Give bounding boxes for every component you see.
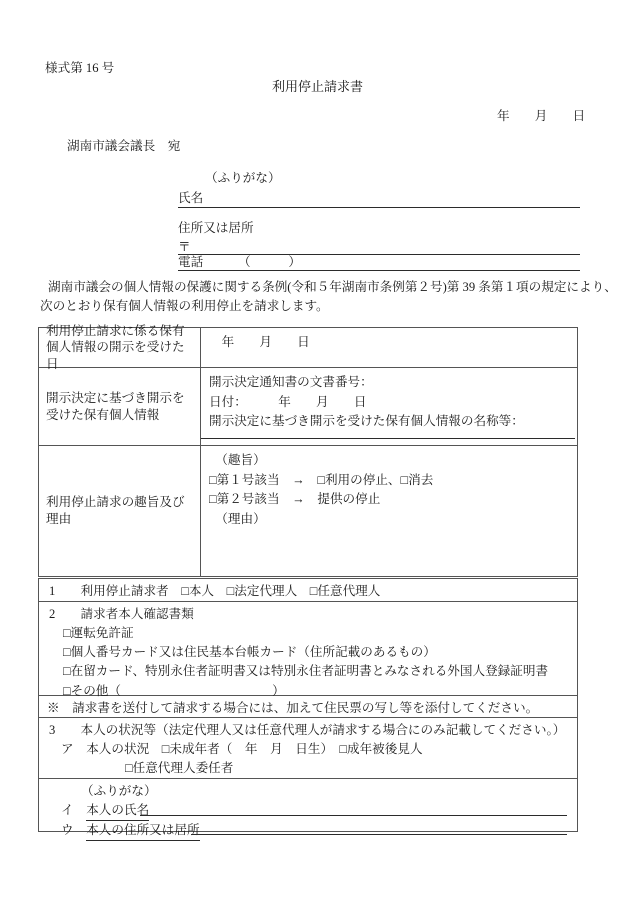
section-2-number: 2 [49,607,56,621]
row-label: 利用停止請求に係る保有個人情報の開示を受けた日 [46,323,185,371]
attachment-note-text: ※ 請求書を送付して請求する場合には、加えて住民票の写し等を添付してください。 [47,701,539,715]
checkbox-item-2[interactable]: □第２号該当 → 提供の停止 [209,492,381,507]
item-a-marker: ア [61,742,74,757]
section-2-id-documents [39,602,577,696]
preamble-line-1: 湖南市議会の個人情報の保護に関する条例(令和５年湖南市条例第２号)第 39 条第１項の規定により、 [48,280,617,294]
phone-write-line[interactable] [178,270,580,271]
value-line-doc-number: 開示決定通知書の文書番号： [209,375,373,389]
id-doc-option-mynumber-card[interactable]: □個人番号カード又は住民基本台帳カード（住所記載のあるもの） [63,645,436,660]
table-row-disclosed-info [39,368,577,446]
row-value-cell[interactable] [201,368,577,445]
furigana-label: （ふりがな） [205,171,281,185]
row-label: 利用停止請求の趣旨及び理由 [46,495,185,526]
value-line-name: 開示決定に基づき開示を受けた保有個人情報の名称等： [209,414,524,429]
principal-address-write-line[interactable] [191,834,567,835]
section-3-label: 本人の状況等（法定代理人又は任意代理人が請求する場合にのみ記載してください。） [80,723,566,737]
addressee: 湖南市議会議長 宛 [67,139,181,153]
id-doc-option-license[interactable]: □運転免許証 [63,626,134,641]
principal-name-write-line[interactable] [140,815,567,816]
section-1-line[interactable] [49,582,569,601]
reason-heading: （理由） [209,511,266,526]
section-3-number: 3 [49,723,56,737]
phone-paren: （ ） [238,255,301,269]
form-number: 様式第 16 号 [45,61,115,75]
section-3-principal-status [39,718,577,779]
purpose-heading: （趣旨） [209,453,266,467]
section-2-heading [49,605,569,624]
section-2-label: 請求者本人確認書類 [80,607,194,621]
section-3-heading [49,721,569,740]
item-a-label: 本人の状況 [86,742,150,757]
section-3-item-u [49,821,569,841]
item-a-option-voluntary-agent[interactable]: □任意代理人委任者 [125,761,234,776]
section-3-identity-block [39,779,577,838]
date-line: 年 月 日 [497,109,586,123]
row-value-cell[interactable] [201,446,577,576]
table-row-disclosure-date [39,323,577,371]
item-u-label: 本人の住所又は居所 [86,821,199,841]
section-1-label: 利用停止請求者 [80,584,169,598]
phone-label: 電話 [178,255,204,269]
row-label-cell [39,446,201,576]
row-label-cell [39,323,201,371]
section-3-item-i [49,801,569,821]
item-a-options[interactable]: □未成年者（ 年 月 日生） □成年被後見人 [161,742,423,757]
notes-table [38,578,578,838]
item-u-marker: ウ [61,823,74,838]
row-value-cell[interactable] [201,328,577,367]
row-label-cell [39,368,201,445]
item-i-marker: イ [61,803,74,818]
row-label: 開示決定に基づき開示を受けた保有個人情報 [46,390,185,422]
value-line-date: 日付： 年 月 日 [209,394,367,409]
address-label: 住所又は居所 [178,221,254,235]
name-write-line[interactable] [178,207,580,208]
attachment-note [39,696,577,718]
table-row-purpose-reason [39,446,577,576]
section-3-item-a[interactable] [49,740,569,759]
preamble-line-2: 次のとおり保有個人情報の利用停止を請求します。 [40,299,329,313]
id-doc-option-other[interactable]: □その他（ ） [63,683,285,698]
principal-furigana-label: （ふりがな） [81,784,157,798]
section-1-requester [39,579,577,602]
section-1-options[interactable]: □本人 □法定代理人 □任意代理人 [181,584,381,598]
main-table [38,323,578,577]
item-i-label: 本人の氏名 [86,801,149,821]
value-line: 年 月 日 [209,335,310,349]
disclosed-info-write-line[interactable] [201,438,575,439]
checkbox-item-1[interactable]: □第１号該当 → □利用の停止、□消去 [209,472,434,487]
id-doc-option-residence-card[interactable]: □在留カード、特別永住者証明書又は特別永住者証明書とみなされる外国人登録証明書 [63,664,549,679]
document-title: 利用停止請求書 [272,79,364,94]
section-1-number: 1 [49,584,56,598]
postal-symbol: 〒 [178,240,191,254]
name-label: 氏名 [178,191,204,205]
